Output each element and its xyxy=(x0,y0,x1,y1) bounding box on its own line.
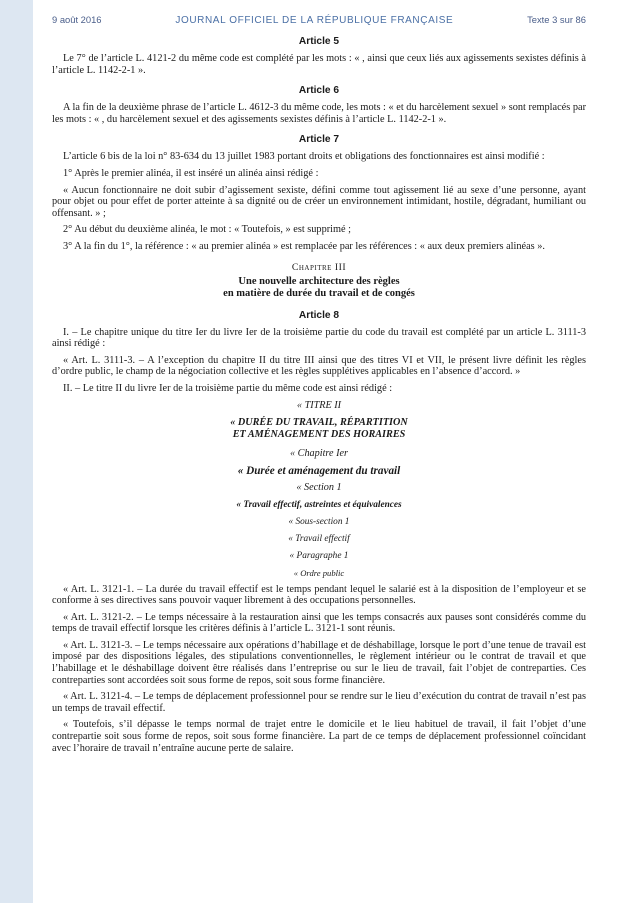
code-paragraphe: « Paragraphe 1 xyxy=(289,550,349,561)
article-6-title: Article 6 xyxy=(298,85,340,97)
article-7-paragraph-1: L’article 6 bis de la loi n° 83-634 du 13 juillet 1983 portant droits et obligations des fonctionnaires est ainsi modifié : xyxy=(63,151,545,163)
article-5-paragraph: Le 7° de l’article L. 4121-2 du même code est complété par les mots : « , ainsi que ceux liés aux agissements sexistes définis à l’article L. 1142-2-1 ». xyxy=(52,53,586,76)
article-6-paragraph: A la fin de la deuxième phrase de l’article L. 4612-3 du même code, les mots : « et du harcèlement sexuel » sont remplacés par les mots : « , du harcèlement sexuel et des agissements sexistes définis à l’article L. 1142-2-1 ». xyxy=(52,102,586,125)
article-7-paragraph-2: 1° Après le premier alinéa, il est inséré un alinéa ainsi rédigé : xyxy=(63,167,319,179)
chapter-3-label: Chapitre III xyxy=(291,261,347,273)
code-chapitre-name: « Durée et aménagement du travail xyxy=(237,464,401,477)
article-3121-1: « Art. L. 3121-1. – La durée du travail effectif est le temps pendant lequel le salarié est à la disposition de l’employeur et se conforme à ses directives sans pouvoir vaquer librement à des occupations personnelles. xyxy=(52,583,586,607)
article-3121-3: « Art. L. 3121-3. – Le temps nécessaire aux opérations d’habillage et de déshabillage, lorsque le port d’une tenue de travail est imposé par des dispositions légales, des stipulations conventionnelles, le règlement intérieur ou le contrat de travail et que l’habillage et le déshabillage doivent être réalisés dans l’entreprise ou sur le lieu de travail, fait l’objet de contreparties. Ces contreparties sont accordées soit sous forme de repos, soit sous forme financière. xyxy=(52,639,586,686)
code-paragraphe-name: « Ordre public xyxy=(293,567,345,578)
code-chapitre: « Chapitre Ier xyxy=(290,447,348,459)
article-7-paragraph-4: 2° Au début du deuxième alinéa, le mot : « Toutefois, » est supprimé ; xyxy=(63,224,352,236)
article-3121-4-continued: « Toutefois, s’il dépasse le temps normal de trajet entre le domicile et le lieu habituel de travail, il fait l’objet d’une contrepartie soit sous forme de repos, soit sous forme financière. La part de ce temps de déplacement professionnel coïncidant avec l’horaire de travail n’entraîne aucune perte de salaire. xyxy=(52,719,586,754)
article-7-title: Article 7 xyxy=(298,134,340,146)
code-titre-name-2: ET AMÉNAGEMENT DES HORAIRES xyxy=(232,428,406,440)
document-page xyxy=(52,14,586,759)
article-7-paragraph-5: 3° A la fin du 1°, la référence : « au premier alinéa » est remplacée par les références : « aux deux premiers alinéas ». xyxy=(63,240,545,252)
code-sous-section-name: « Travail effectif xyxy=(288,533,350,544)
code-sous-section: « Sous-section 1 xyxy=(288,516,350,527)
document-body xyxy=(52,36,586,754)
header-date: 9 août 2016 xyxy=(52,14,102,25)
article-7-paragraph-3: « Aucun fonctionnaire ne doit subir d’agissement sexiste, défini comme tout agissement lié au sexe d’une personne, ayant pour objet ou pour effet de porter atteinte à sa dignité ou de créer un environnement intimidant, hostile, dégradant, humiliant ou offensant. » ; xyxy=(52,184,586,219)
article-8-paragraph-3: II. – Le titre II du livre Ier de la troisième partie du même code est ainsi rédigé : xyxy=(63,382,393,394)
article-8-paragraph-1: I. – Le chapitre unique du titre Ier du livre Ier de la troisième partie du code du travail est complété par un article L. 3111-3 ainsi rédigé : xyxy=(52,326,586,350)
chapter-3-title-line-1: Une nouvelle architecture des règles xyxy=(238,275,400,287)
article-5-title: Article 5 xyxy=(298,36,340,47)
code-section: « Section 1 xyxy=(296,481,342,493)
chapter-3-title-line-2: en matière de durée du travail et de congés xyxy=(223,288,415,300)
code-section-name: « Travail effectif, astreintes et équivalences xyxy=(236,499,402,510)
header-journal-title: JOURNAL OFFICIEL DE LA RÉPUBLIQUE FRANÇAISE xyxy=(175,15,454,26)
code-titre-name-1: « DURÉE DU TRAVAIL, RÉPARTITION xyxy=(230,416,408,428)
article-3121-2: « Art. L. 3121-2. – Le temps nécessaire à la restauration ainsi que les temps consacrés aux pauses sont considérés comme du temps de travail effectif lorsque les critères définis à l’article L. 3121-1 sont réunis. xyxy=(52,611,586,635)
code-titre: « TITRE II xyxy=(296,399,342,411)
article-8-paragraph-2: « Art. L. 3111-3. – A l’exception du chapitre II du titre III ainsi que des titres VI et VII, le présent livre définit les règles d’ordre public, le champ de la négociation collective et les règles supplétives applicables en l’absence d’accord. » xyxy=(52,354,586,378)
article-8-title: Article 8 xyxy=(298,309,340,321)
article-3121-4: « Art. L. 3121-4. – Le temps de déplacement professionnel pour se rendre sur le lieu d’exécution du contrat de travail n’est pas un temps de travail effectif. xyxy=(52,691,586,714)
left-margin-band xyxy=(0,0,33,903)
chapter-3-heading xyxy=(52,262,586,301)
header-text-ref: Texte 3 sur 86 xyxy=(527,14,586,25)
page-header xyxy=(52,14,586,26)
